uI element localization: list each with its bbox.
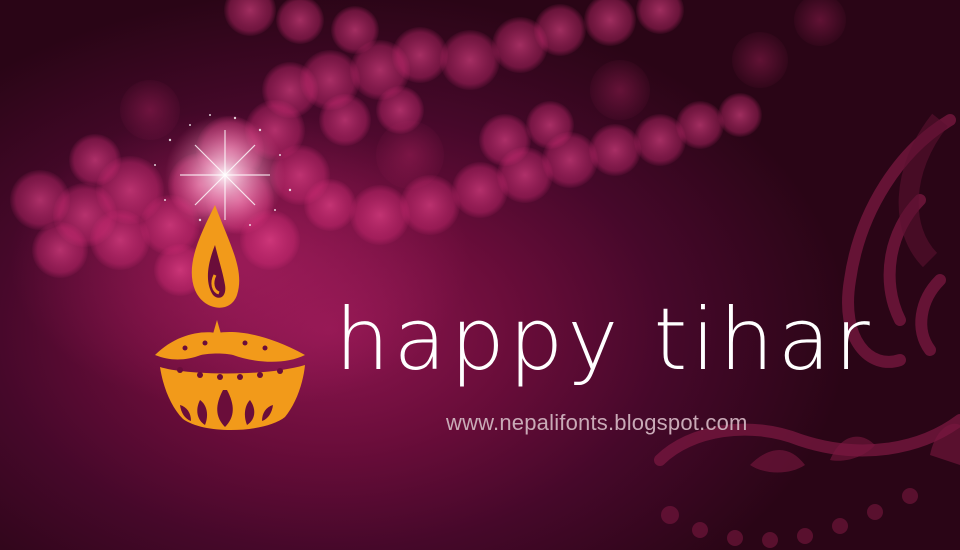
diya-icon <box>145 205 320 445</box>
website-link[interactable]: www.nepalifonts.blogspot.com <box>446 410 748 435</box>
greeting-title: happy tihar <box>335 290 874 390</box>
flame-icon <box>192 205 239 308</box>
